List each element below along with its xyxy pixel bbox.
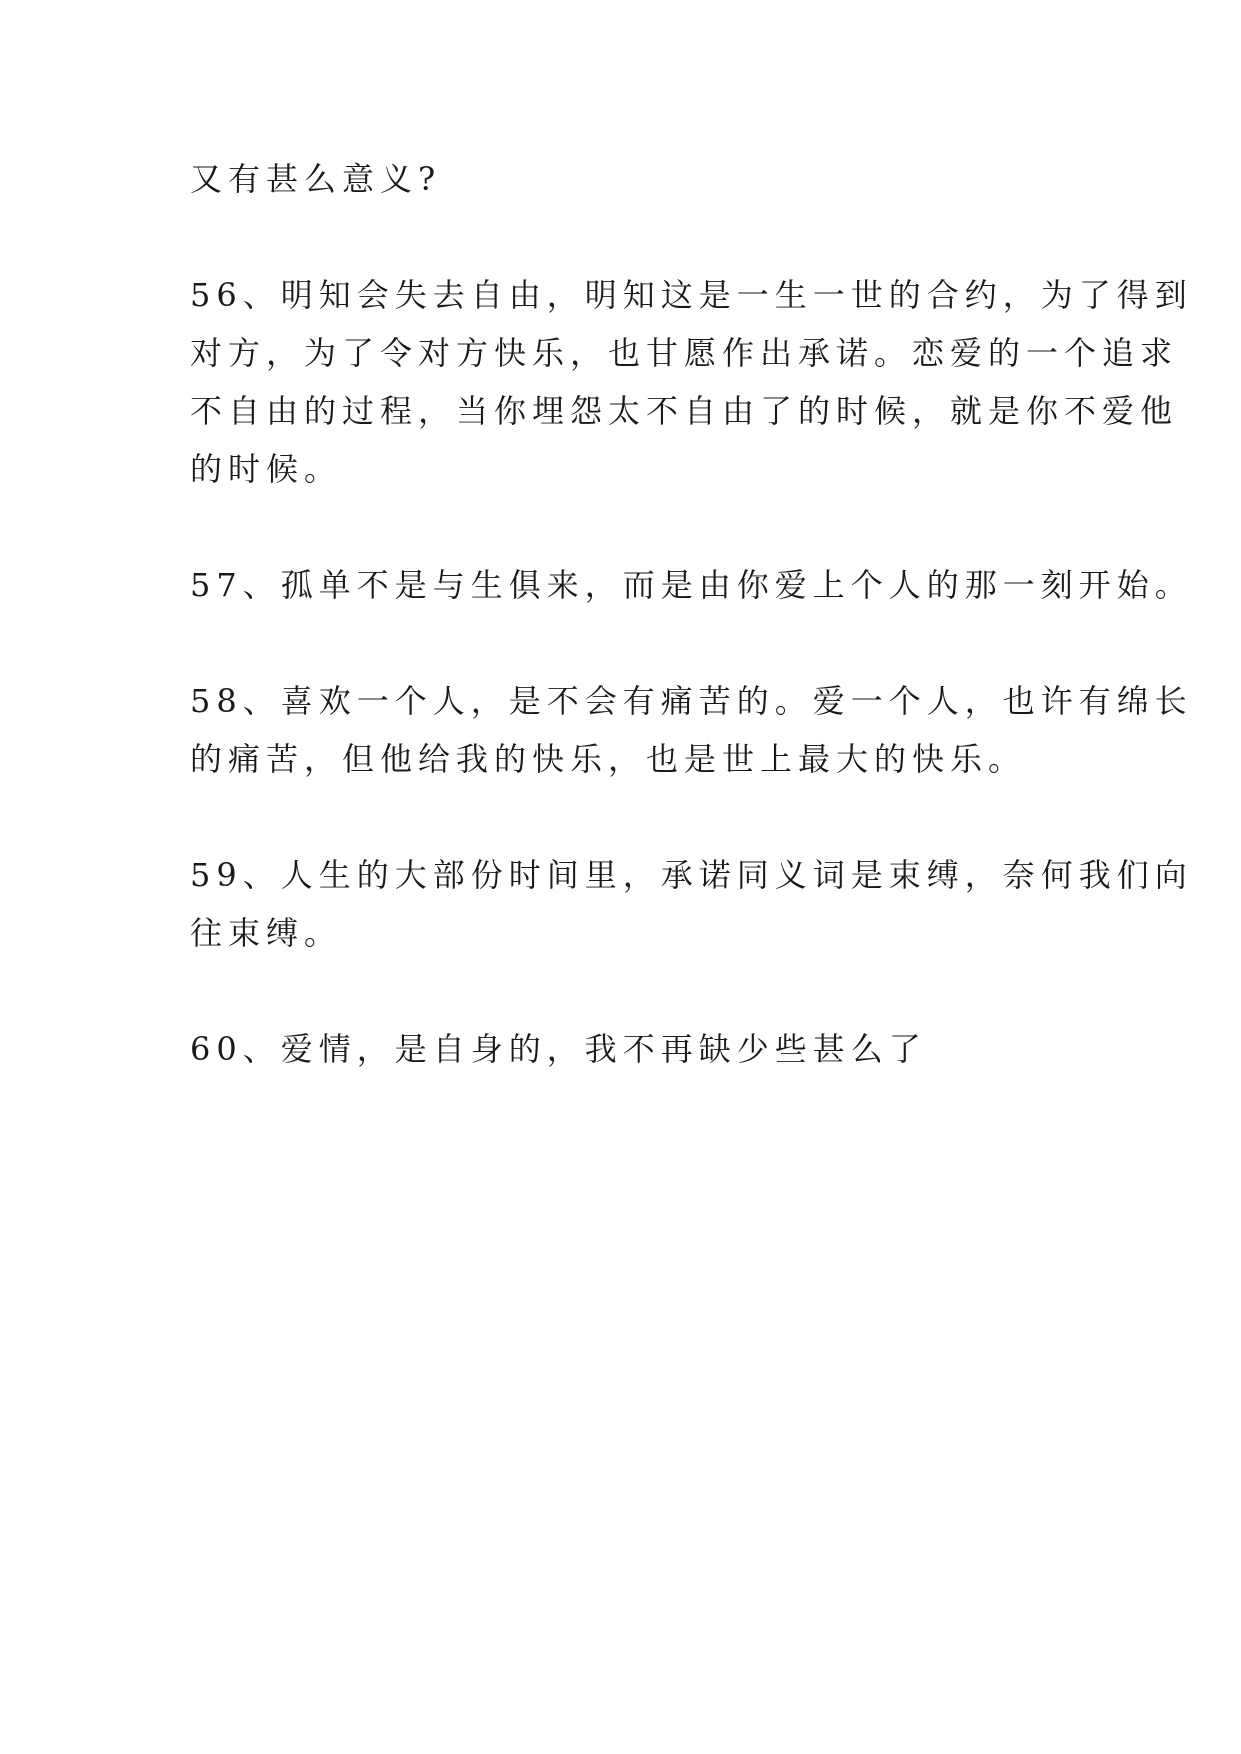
text-line: 59、人生的大部份时间里，承诺同义词是束缚，奈何我们向 <box>190 856 1193 894</box>
paragraph-56 <box>190 266 1193 498</box>
document-body <box>190 150 1193 1078</box>
text-line: 对方，为了令对方快乐，也甘愿作出承诺。恋爱的一个追求 <box>190 334 1179 372</box>
text-line: 58、喜欢一个人，是不会有痛苦的。爱一个人，也许有绵长 <box>190 682 1193 720</box>
text-line: 56、明知会失去自由，明知这是一生一世的合约，为了得到 <box>190 276 1193 314</box>
text-line: 的痛苦，但他给我的快乐，也是世上最大的快乐。 <box>190 740 1027 778</box>
paragraph-57 <box>190 556 1193 614</box>
paragraph-60 <box>190 1020 1070 1078</box>
text-line: 的时候。 <box>190 450 343 488</box>
text-line: 又有甚么意义? <box>190 160 442 198</box>
paragraph-59 <box>190 846 1193 962</box>
text-line: 往束缚。 <box>190 914 343 952</box>
text-line: 60、爱情，是自身的，我不再缺少些甚么了 <box>190 1030 927 1068</box>
text-line: 57、孤单不是与生俱来，而是由你爱上个人的那一刻开始。 <box>190 566 1193 604</box>
text-line: 不自由的过程，当你埋怨太不自由了的时候，就是你不爱他 <box>190 392 1179 430</box>
paragraph-58 <box>190 672 1193 788</box>
paragraph-continuation <box>190 150 1070 208</box>
